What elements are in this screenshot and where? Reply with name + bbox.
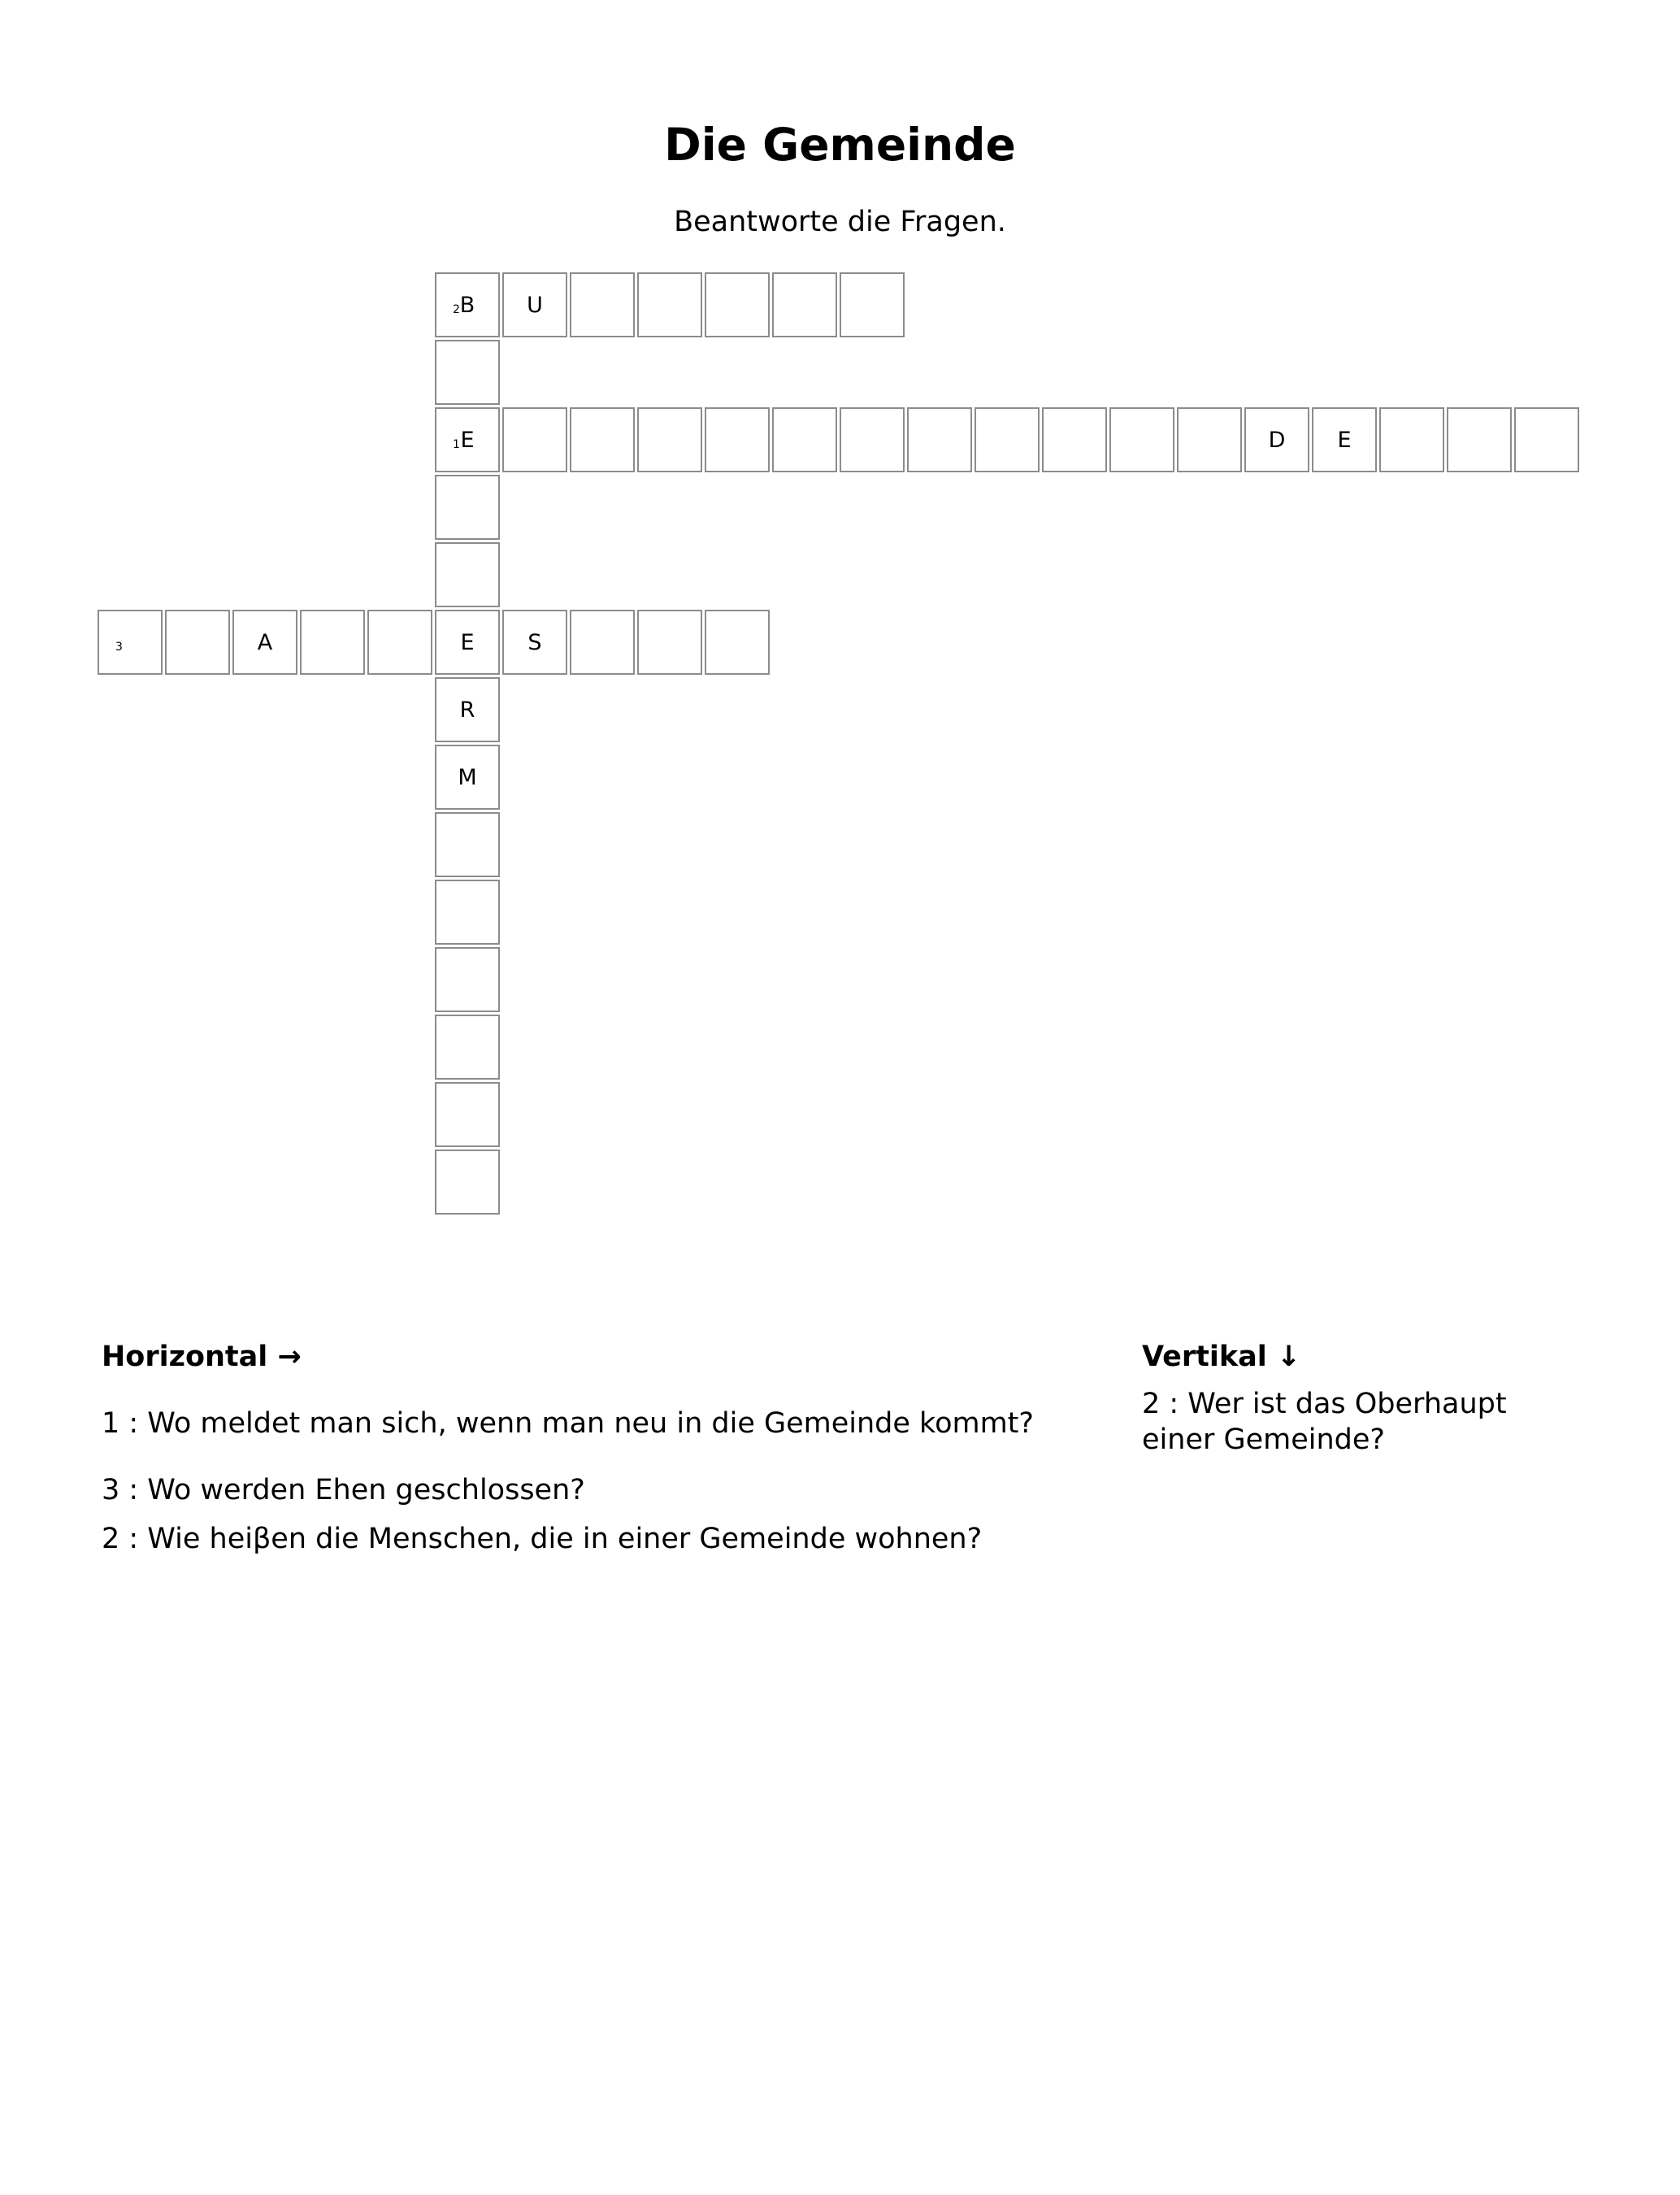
- crossword-cell[interactable]: [1244, 407, 1309, 472]
- crossword-cell[interactable]: [570, 610, 635, 675]
- crossword-cell[interactable]: [300, 610, 365, 675]
- clue-number: 3: [115, 641, 123, 654]
- crossword-cell[interactable]: [907, 407, 972, 472]
- crossword-cell[interactable]: [232, 610, 297, 675]
- cell-letter: E: [1337, 427, 1352, 453]
- crossword-cell[interactable]: [435, 407, 500, 472]
- page-title: Die Gemeinde: [664, 119, 1016, 171]
- crossword-cell[interactable]: [435, 947, 500, 1012]
- crossword-cell[interactable]: [435, 880, 500, 945]
- crossword-cell[interactable]: [435, 1082, 500, 1147]
- crossword-cell[interactable]: [1312, 407, 1377, 472]
- clue-number: 2: [453, 303, 460, 316]
- crossword-cell[interactable]: [840, 407, 905, 472]
- crossword-cell[interactable]: [840, 272, 905, 337]
- horizontal-clues-heading: Horizontal →: [102, 1341, 302, 1373]
- cell-letter: S: [527, 629, 542, 655]
- crossword-cell[interactable]: [435, 1015, 500, 1080]
- cell-letter: U: [527, 292, 543, 318]
- crossword-cell[interactable]: [435, 1150, 500, 1215]
- crossword-cell[interactable]: [435, 272, 500, 337]
- crossword-cell[interactable]: [570, 407, 635, 472]
- crossword-cell[interactable]: [502, 272, 567, 337]
- cell-letter: E: [460, 629, 475, 655]
- crossword-cell[interactable]: [705, 610, 770, 675]
- cell-letter: B: [459, 292, 475, 318]
- cell-letter: E: [460, 427, 475, 453]
- crossword-cell[interactable]: [367, 610, 432, 675]
- crossword-cell[interactable]: [772, 272, 837, 337]
- cell-letter: D: [1268, 427, 1286, 453]
- crossword-cell[interactable]: [502, 407, 567, 472]
- crossword-cell[interactable]: [570, 272, 635, 337]
- crossword-cell[interactable]: [1109, 407, 1174, 472]
- crossword-cell[interactable]: [435, 745, 500, 810]
- cell-letter: M: [458, 764, 477, 790]
- clue-horizontal-3: 3 : Wo werden Ehen geschlossen?: [102, 1474, 585, 1506]
- crossword-cell[interactable]: [1042, 407, 1107, 472]
- crossword-cell[interactable]: [705, 407, 770, 472]
- instructions: Beantworte die Fragen.: [674, 206, 1006, 238]
- crossword-cell[interactable]: [435, 475, 500, 540]
- clue-horizontal-1: 1 : Wo meldet man sich, wenn man neu in die Gemeinde kommt?: [102, 1407, 1034, 1440]
- crossword-cell[interactable]: [502, 610, 567, 675]
- cell-letter: A: [257, 629, 273, 655]
- crossword-cell[interactable]: [637, 610, 702, 675]
- crossword-cell[interactable]: [1177, 407, 1242, 472]
- clue-horizontal-2: 2 : Wie heiβen die Menschen, die in einer Gemeinde wohnen?: [102, 1523, 983, 1555]
- crossword-cell[interactable]: [637, 407, 702, 472]
- crossword-cell[interactable]: [435, 340, 500, 405]
- cell-letter: R: [459, 697, 475, 723]
- vertical-clues-heading: Vertikal ↓: [1142, 1341, 1301, 1373]
- crossword-cell[interactable]: [435, 812, 500, 877]
- crossword-cell[interactable]: [705, 272, 770, 337]
- crossword-cell[interactable]: [435, 542, 500, 607]
- crossword-cell[interactable]: [435, 610, 500, 675]
- clue-number: 1: [453, 438, 460, 451]
- crossword-cell[interactable]: [98, 610, 163, 675]
- crossword-cell[interactable]: [1514, 407, 1579, 472]
- crossword-cell[interactable]: [435, 677, 500, 742]
- crossword-cell[interactable]: [637, 272, 702, 337]
- clue-vertical-2: 2 : Wer ist das Oberhaupt einer Gemeinde?: [1142, 1388, 1507, 1456]
- crossword-cell[interactable]: [1379, 407, 1444, 472]
- crossword-cell[interactable]: [1447, 407, 1512, 472]
- crossword-cell[interactable]: [975, 407, 1040, 472]
- crossword-cell[interactable]: [165, 610, 230, 675]
- crossword-cell[interactable]: [772, 407, 837, 472]
